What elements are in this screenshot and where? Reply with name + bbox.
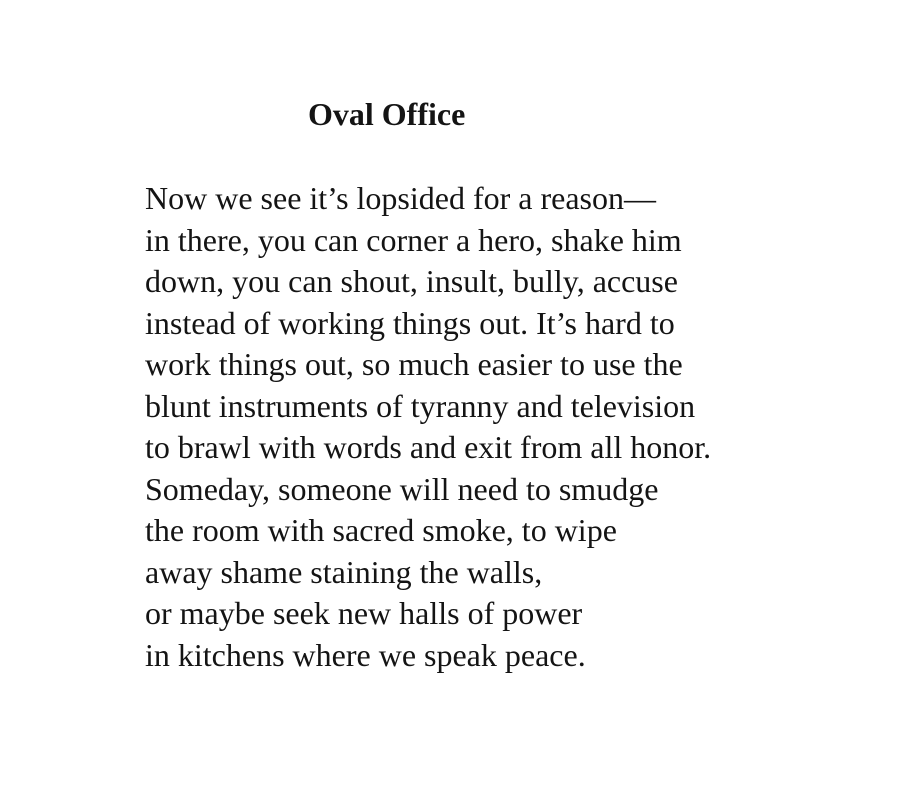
poem-line: down, you can shout, insult, bully, accuse: [145, 263, 678, 299]
poem-line: in kitchens where we speak peace.: [145, 636, 586, 673]
poem-line: Now we see it’s lopsided for a reason—: [145, 180, 656, 216]
poem-line: away shame staining the walls,: [145, 553, 543, 590]
poem-line: blunt instruments of tyranny and television: [145, 387, 696, 424]
poem-body: [145, 178, 711, 676]
poem-line: the room with sacred smoke, to wipe: [145, 512, 617, 548]
poem-line: instead of working things out. It’s hard to: [145, 304, 675, 341]
poem-line: in there, you can corner a hero, shake him: [145, 221, 682, 258]
poem-title: Oval Office: [308, 96, 466, 132]
poem-line: work things out, so much easier to use the: [145, 346, 683, 382]
poem-line: Someday, someone will need to smudge: [145, 470, 659, 507]
poem-line: to brawl with words and exit from all honor.: [145, 429, 712, 465]
poem-line: or maybe seek new halls of power: [145, 595, 583, 631]
